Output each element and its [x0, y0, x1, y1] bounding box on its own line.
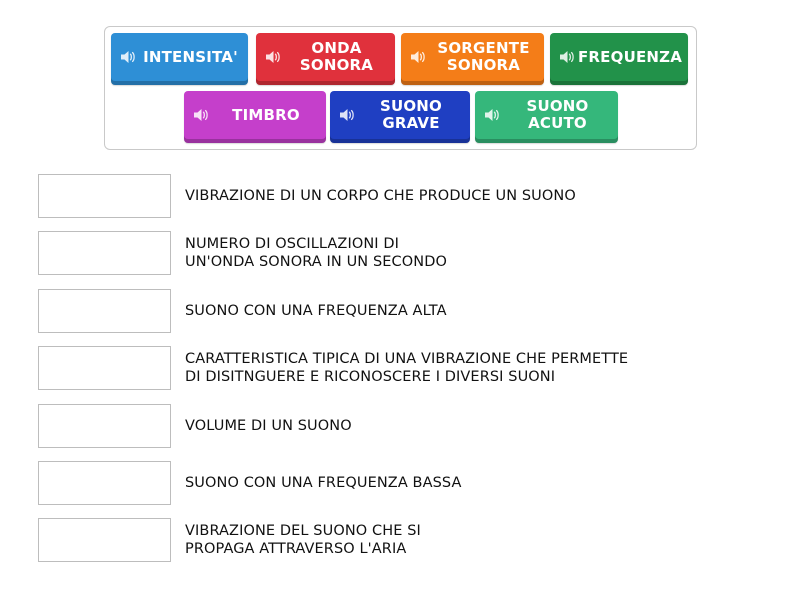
definition-text: SUONO CON UNA FREQUENZA BASSA	[185, 475, 462, 491]
definition-text: VOLUME DI UN SUONO	[185, 418, 352, 434]
tile-label: ONDA SONORA	[299, 39, 374, 74]
speaker-icon[interactable]	[559, 50, 575, 64]
match-row	[38, 289, 798, 333]
speaker-icon[interactable]	[339, 108, 355, 122]
tile-sorgente-sonora[interactable]	[401, 33, 544, 85]
tile-intensita[interactable]	[111, 33, 248, 85]
drop-slot[interactable]	[38, 289, 171, 333]
tile-label: SUONO ACUTO	[526, 97, 589, 132]
speaker-icon[interactable]	[265, 50, 281, 64]
word-bank	[104, 26, 697, 150]
definition-text: CARATTERISTICA TIPICA DI UNA VIBRAZIONE CHE PERMETTE DI DISITNGUERE E RICONOSCERE I DIVERSI SUONI	[185, 351, 629, 385]
drop-slot[interactable]	[38, 174, 171, 218]
tile-label: TIMBRO	[232, 105, 300, 124]
definition-text: VIBRAZIONE DI UN CORPO CHE PRODUCE UN SUONO	[185, 188, 576, 204]
tile-label: INTENSITA'	[143, 47, 238, 66]
tile-suono-acuto[interactable]	[475, 91, 618, 143]
definition-text: NUMERO DI OSCILLAZIONI DI UN'ONDA SONORA IN UN SECONDO	[185, 236, 447, 270]
tile-label: FREQUENZA	[577, 47, 683, 66]
match-row	[38, 174, 798, 218]
match-row	[38, 346, 798, 390]
tile-timbro[interactable]	[184, 91, 326, 143]
speaker-icon[interactable]	[410, 50, 426, 64]
speaker-icon[interactable]	[193, 108, 209, 122]
drop-slot[interactable]	[38, 461, 171, 505]
tile-frequenza[interactable]	[550, 33, 688, 85]
match-row	[38, 231, 798, 275]
tile-suono-grave[interactable]	[330, 91, 470, 143]
tile-label: SUONO GRAVE	[379, 97, 443, 132]
definition-text: VIBRAZIONE DEL SUONO CHE SI PROPAGA ATTRAVERSO L'ARIA	[185, 523, 421, 557]
tile-label: SORGENTE SONORA	[437, 39, 530, 74]
match-row	[38, 461, 798, 505]
match-row	[38, 518, 798, 562]
drop-slot[interactable]	[38, 404, 171, 448]
drop-slot[interactable]	[38, 346, 171, 390]
definition-text: SUONO CON UNA FREQUENZA ALTA	[185, 303, 447, 319]
tile-onda-sonora[interactable]	[256, 33, 395, 85]
match-row	[38, 404, 798, 448]
speaker-icon[interactable]	[484, 108, 500, 122]
drop-slot[interactable]	[38, 518, 171, 562]
drop-slot[interactable]	[38, 231, 171, 275]
speaker-icon[interactable]	[120, 50, 136, 64]
